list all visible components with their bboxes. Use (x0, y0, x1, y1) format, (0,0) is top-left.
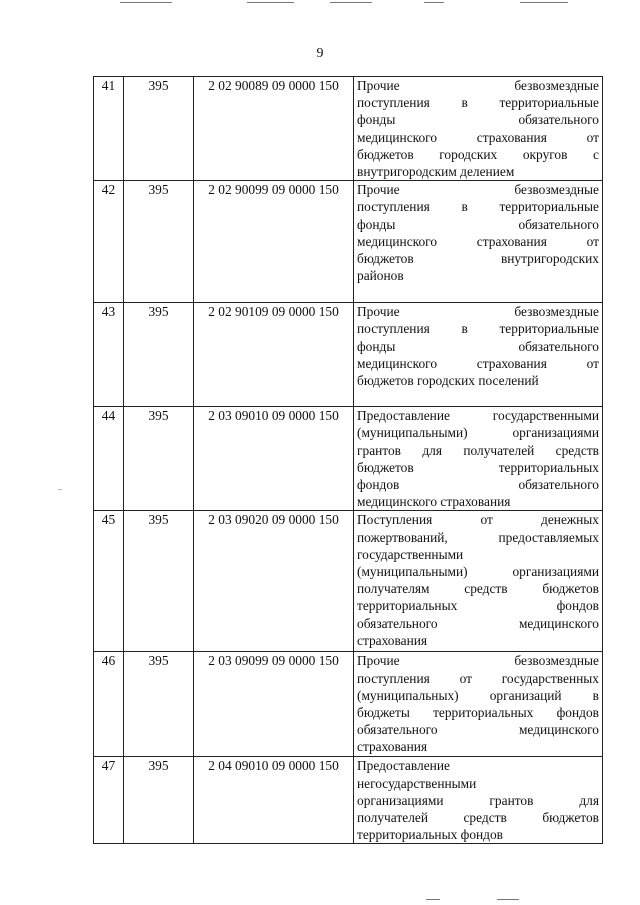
description-line: (муниципальных) организаций в (357, 687, 599, 703)
table-body (94, 77, 603, 844)
scan-artifact (58, 489, 62, 490)
description-line: медицинского страхования от (357, 129, 599, 145)
row-number: 43 (94, 303, 124, 407)
table-row (94, 652, 603, 757)
description-line: (муниципальными) организациями (357, 564, 599, 580)
description-line: (муниципальными) организациями (357, 425, 599, 441)
page-number: 9 (316, 46, 324, 61)
budget-classification-code: 2 02 90089 09 0000 150 (194, 77, 354, 181)
description-line: фонды обязательного (357, 112, 599, 128)
row-number: 46 (94, 652, 124, 757)
budget-classification-code: 2 02 90099 09 0000 150 (194, 181, 354, 303)
income-description (354, 77, 603, 181)
administrator-code: 395 (124, 407, 194, 511)
table-row (94, 407, 603, 511)
description-line: медицинского страхования от (357, 355, 599, 371)
description-line: страхования (357, 739, 428, 755)
income-description (354, 511, 603, 652)
description-line: внутригородским делением (357, 164, 515, 180)
budget-classification-code: 2 03 09010 09 0000 150 (194, 407, 354, 511)
budget-classification-code: 2 03 09020 09 0000 150 (194, 511, 354, 652)
description-line: Прочие безвозмездные (357, 304, 599, 320)
top-scan-marks (0, 0, 640, 8)
row-number: 44 (94, 407, 124, 511)
administrator-code: 395 (124, 757, 194, 844)
description-line: получателям средств бюджетов (357, 581, 599, 597)
description-line: бюджеты территориальных фондов (357, 705, 599, 721)
description-line: бюджетов городских округов с (357, 146, 599, 162)
row-number: 41 (94, 77, 124, 181)
bottom-scan-marks (0, 895, 640, 903)
description-line: фонды обязательного (357, 216, 599, 232)
budget-classification-code: 2 02 90109 09 0000 150 (194, 303, 354, 407)
table-row (94, 757, 603, 844)
table-row (94, 181, 603, 303)
administrator-code: 395 (124, 77, 194, 181)
description-line: Предоставление государственными (357, 408, 599, 424)
description-line: территориальных фондов (357, 827, 504, 843)
description-line: негосударственными (357, 775, 477, 791)
description-line: фондов обязательного (357, 477, 599, 493)
description-line: бюджетов территориальных (357, 459, 599, 475)
income-description (354, 407, 603, 511)
description-line: медицинского страхования от (357, 233, 599, 249)
description-line: пожертвований, предоставляемых (357, 529, 599, 545)
description-line: поступления в территориальные (357, 321, 599, 337)
table-row (94, 77, 603, 181)
description-line: Прочие безвозмездные (357, 182, 599, 198)
description-line: медицинского страхования (357, 494, 511, 510)
budget-classification-table (93, 76, 603, 844)
description-line: организациями грантов для (357, 792, 599, 808)
description-line: страхования (357, 632, 428, 648)
administrator-code: 395 (124, 303, 194, 407)
income-description (354, 757, 603, 844)
description-line: Прочие безвозмездные (357, 653, 599, 669)
income-description (354, 652, 603, 757)
description-line: территориальных фондов (357, 598, 599, 614)
row-number: 42 (94, 181, 124, 303)
description-line: Поступления от денежных (357, 512, 599, 528)
description-line: Предоставление (357, 758, 450, 774)
administrator-code: 395 (124, 511, 194, 652)
administrator-code: 395 (124, 181, 194, 303)
table-row (94, 511, 603, 652)
income-description (354, 181, 603, 303)
income-description (354, 303, 603, 407)
table-row (94, 303, 603, 407)
description-line: обязательного медицинского (357, 615, 599, 631)
budget-classification-code: 2 04 09010 09 0000 150 (194, 757, 354, 844)
description-line: Прочие безвозмездные (357, 78, 599, 93)
row-number: 45 (94, 511, 124, 652)
description-line: бюджетов внутригородских (357, 251, 599, 267)
budget-classification-code: 2 03 09099 09 0000 150 (194, 652, 354, 757)
description-line: грантов для получателей средств (357, 442, 599, 458)
description-line: районов (357, 268, 404, 284)
description-line: фонды обязательного (357, 338, 599, 354)
row-number: 47 (94, 757, 124, 844)
administrator-code: 395 (124, 652, 194, 757)
description-line: поступления в территориальные (357, 95, 599, 111)
description-line: получателей средств бюджетов (357, 810, 599, 826)
description-line: обязательного медицинского (357, 722, 599, 738)
description-line: бюджетов городских поселений (357, 373, 539, 389)
description-line: государственными (357, 546, 464, 562)
description-line: поступления в территориальные (357, 199, 599, 215)
description-line: поступления от государственных (357, 670, 599, 686)
